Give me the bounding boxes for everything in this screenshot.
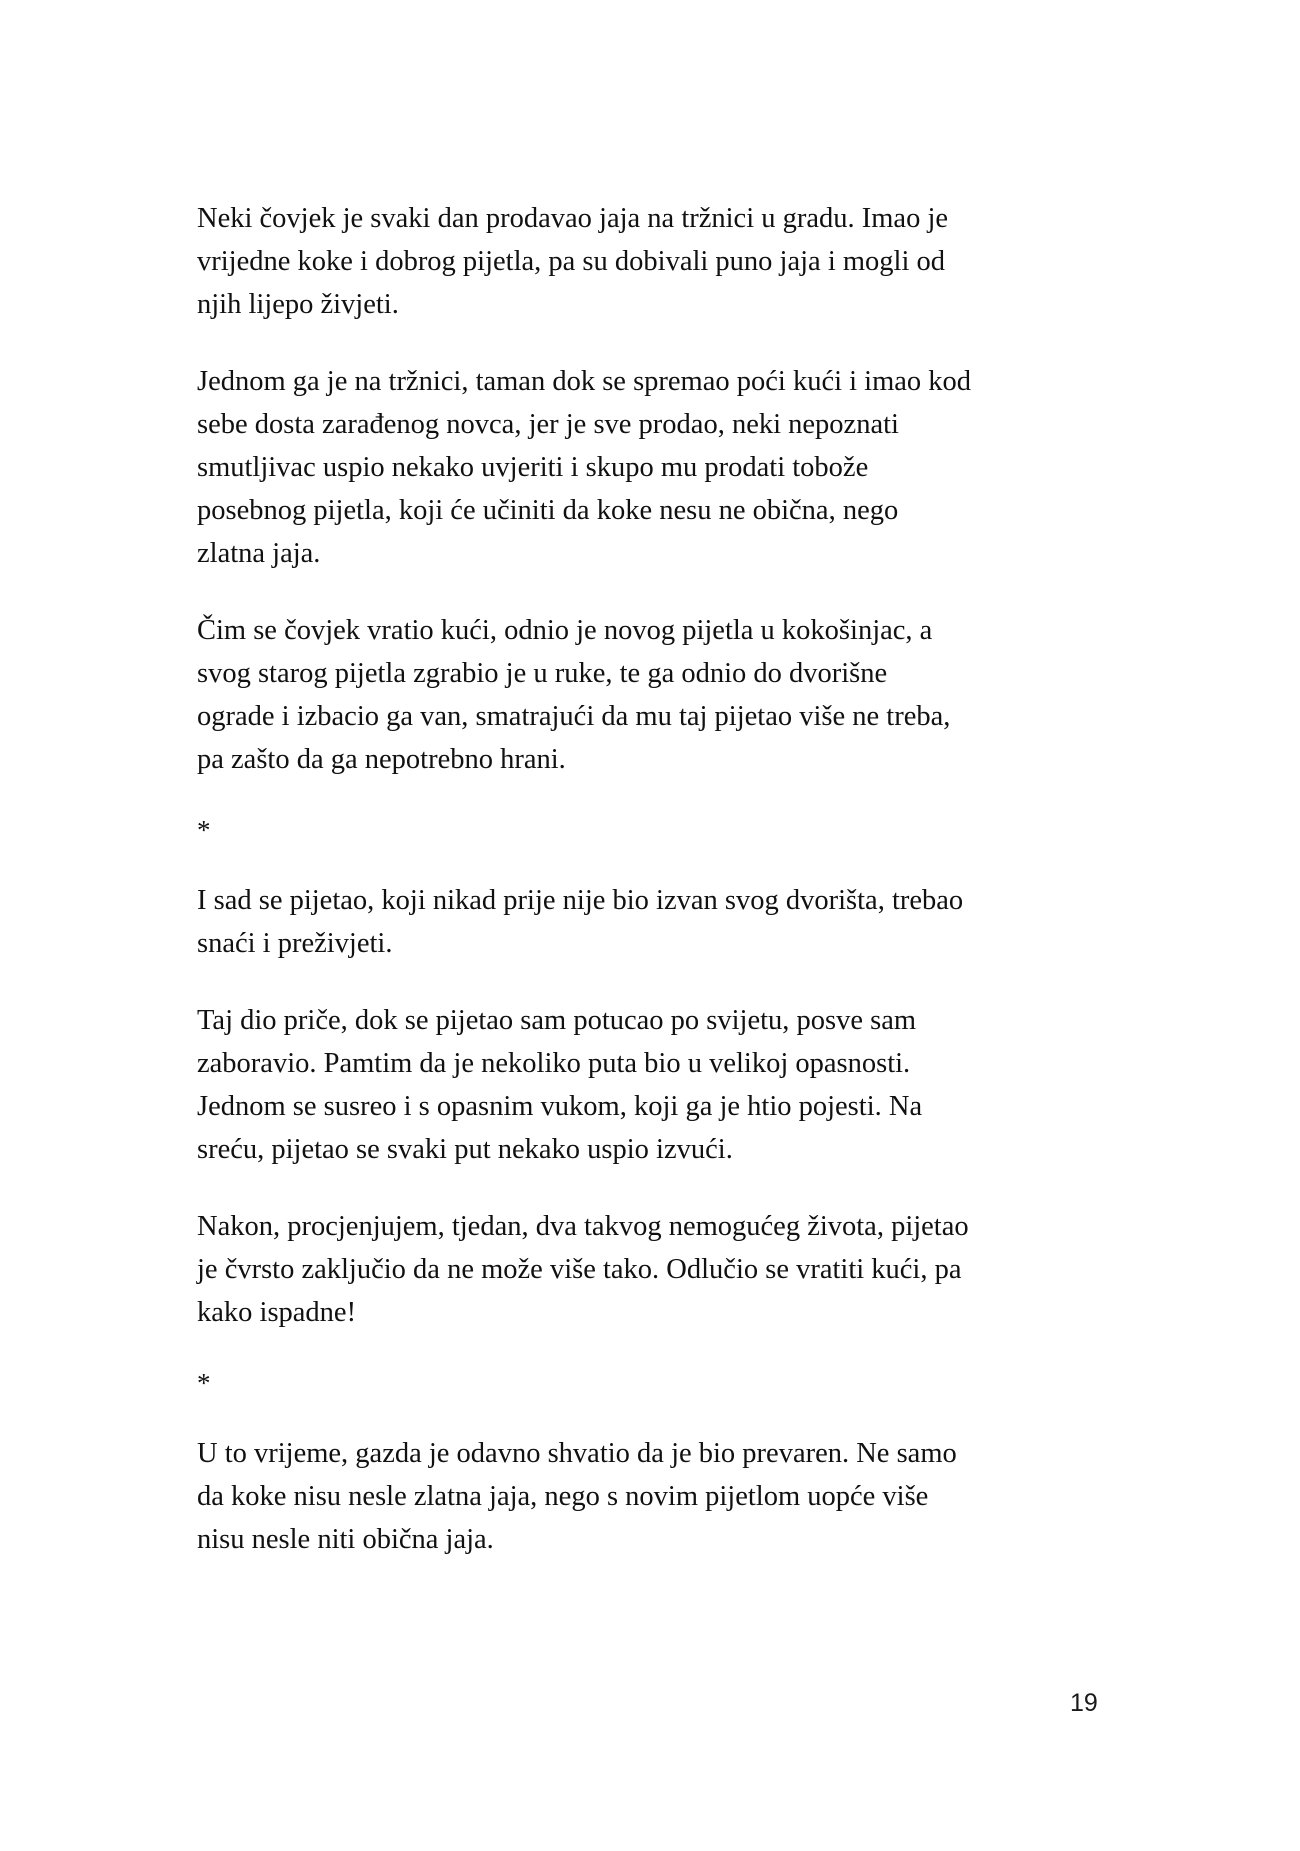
paragraph-4 bbox=[197, 879, 1157, 965]
text-line: da koke nisu nesle zlatna jaja, nego s novim pijetlom uopće više bbox=[197, 1481, 929, 1512]
paragraph-5 bbox=[197, 999, 1157, 1171]
text-line: I sad se pijetao, koji nikad prije nije bio izvan svog dvorišta, trebao bbox=[197, 885, 964, 916]
text-line: Taj dio priče, dok se pijetao sam potucao po svijetu, posve sam bbox=[197, 1005, 917, 1036]
paragraph-1 bbox=[197, 197, 1157, 326]
text-line: snaći i preživjeti. bbox=[197, 928, 393, 959]
text-line: zlatna jaja. bbox=[197, 538, 321, 569]
text-line: svog starog pijetla zgrabio je u ruke, te ga odnio do dvorišne bbox=[197, 658, 888, 689]
paragraph-6 bbox=[197, 1205, 1157, 1334]
text-line: Nakon, procjenjujem, tjedan, dva takvog nemogućeg života, pijetao bbox=[197, 1211, 969, 1242]
text-line: sebe dosta zarađenog novca, jer je sve prodao, neki nepoznati bbox=[197, 409, 899, 440]
text-line: njih lijepo živjeti. bbox=[197, 289, 399, 320]
text-line: Čim se čovjek vratio kući, odnio je novog pijetla u kokošinjac, a bbox=[197, 615, 933, 646]
text-line: je čvrsto zaključio da ne može više tako. Odlučio se vratiti kući, pa bbox=[197, 1254, 962, 1285]
text-line: smutljivac uspio nekako uvjeriti i skupo mu prodati tobože bbox=[197, 452, 869, 483]
text-line: sreću, pijetao se svaki put nekako uspio izvući. bbox=[197, 1134, 733, 1165]
text-line: pa zašto da ga nepotrebno hrani. bbox=[197, 744, 566, 775]
text-line: vrijedne koke i dobrog pijetla, pa su dobivali puno jaja i mogli od bbox=[197, 246, 945, 277]
paragraph-3 bbox=[197, 609, 1157, 781]
paragraph-2 bbox=[197, 360, 1157, 575]
text-line: Jednom ga je na tržnici, taman dok se spremao poći kući i imao kod bbox=[197, 366, 972, 397]
text-line: ograde i izbacio ga van, smatrajući da mu taj pijetao više ne treba, bbox=[197, 701, 951, 732]
section-separator-asterisk: * bbox=[197, 815, 211, 845]
text-line: Neki čovjek je svaki dan prodavao jaja na tržnici u gradu. Imao je bbox=[197, 203, 949, 234]
text-line: kako ispadne! bbox=[197, 1297, 357, 1328]
text-line: U to vrijeme, gazda je odavno shvatio da je bio prevaren. Ne samo bbox=[197, 1438, 957, 1469]
section-separator-asterisk: * bbox=[197, 1368, 211, 1398]
page-number: 19 bbox=[1070, 1689, 1098, 1717]
page-body-text bbox=[197, 197, 1157, 1595]
text-line: Jednom se susreo i s opasnim vukom, koji ga je htio pojesti. Na bbox=[197, 1091, 923, 1122]
paragraph-7 bbox=[197, 1432, 1157, 1561]
text-line: posebnog pijetla, koji će učiniti da koke nesu ne obična, nego bbox=[197, 495, 899, 526]
text-line: zaboravio. Pamtim da je nekoliko puta bio u velikoj opasnosti. bbox=[197, 1048, 911, 1079]
text-line: nisu nesle niti obična jaja. bbox=[197, 1524, 494, 1555]
